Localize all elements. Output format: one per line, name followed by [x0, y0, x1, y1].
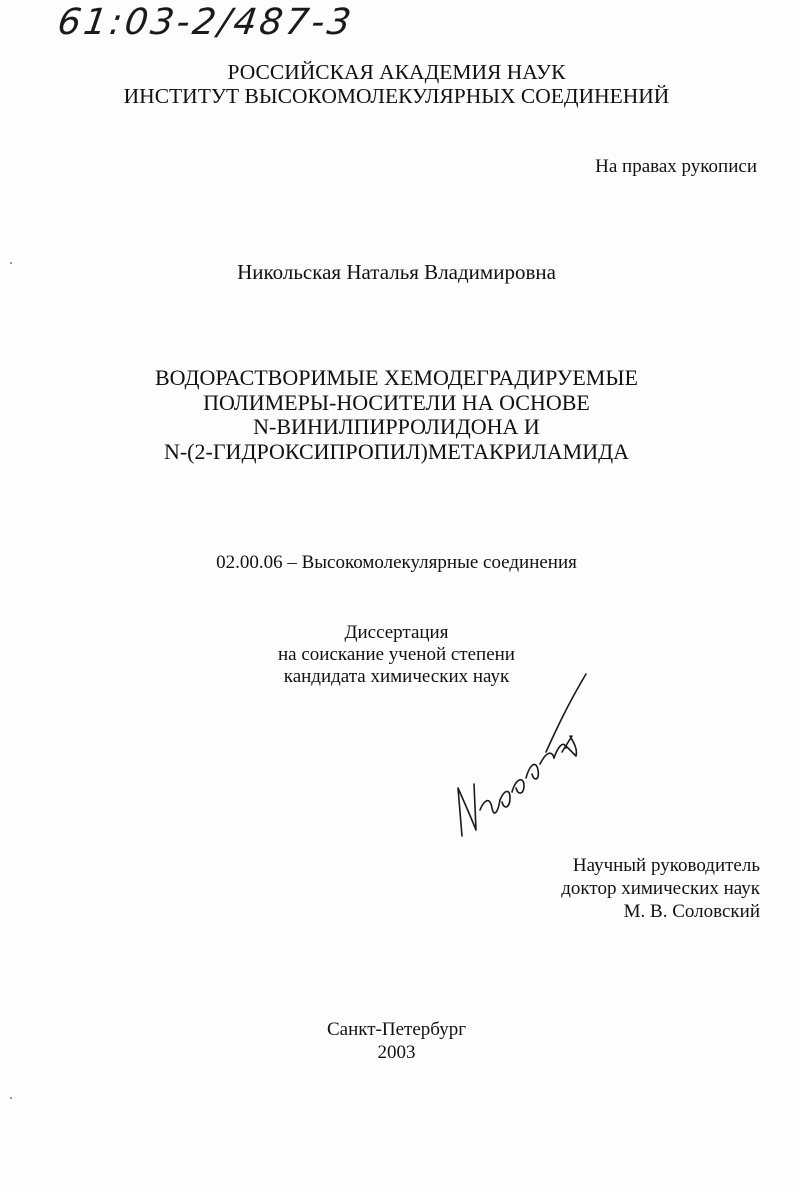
degree-line-3: кандидата химических наук — [283, 666, 510, 687]
author-signature — [440, 660, 600, 850]
rights-note: На правах рукописи — [595, 156, 757, 177]
scan-speck — [10, 262, 12, 264]
title-line-4: N-(2-ГИДРОКСИПРОПИЛ)МЕТАКРИЛАМИДА — [163, 438, 630, 464]
dissertation-title — [0, 366, 793, 464]
scan-speck — [10, 1097, 12, 1099]
organization-line-institute: ИНСТИТУТ ВЫСОКОМОЛЕКУЛЯРНЫХ СОЕДИНЕНИЙ — [123, 84, 670, 108]
title-line-3: N-ВИНИЛПИРРОЛИДОНА И — [253, 414, 540, 439]
handwritten-archive-code: 61:03-2/487-3 — [55, 2, 357, 43]
author-name: Никольская Наталья Владимировна — [237, 260, 556, 284]
place-and-year — [0, 1018, 793, 1064]
degree-line-1: Диссертация — [344, 622, 449, 643]
supervisor-degree: доктор химических наук — [561, 878, 760, 899]
place-name: Санкт-Петербург — [326, 1019, 466, 1040]
supervisor-role: Научный руководитель — [572, 855, 760, 876]
specialty-code: 02.00.06 – Высокомолекулярные соединения — [216, 552, 577, 573]
organization-line-academy: РОССИЙСКАЯ АКАДЕМИЯ НАУК — [227, 60, 566, 84]
scientific-supervisor — [561, 854, 760, 923]
degree-line-2: на соискание ученой степени — [278, 644, 515, 665]
organization-header — [0, 60, 793, 108]
title-line-2: ПОЛИМЕРЫ-НОСИТЕЛИ НА ОСНОВЕ — [203, 389, 590, 415]
title-line-1: ВОДОРАСТВОРИМЫЕ ХЕМОДЕГРАДИРУЕМЫЕ — [155, 365, 638, 390]
supervisor-name: М. В. Соловский — [623, 901, 760, 922]
dissertation-degree — [0, 622, 793, 688]
publication-year: 2003 — [377, 1042, 416, 1063]
